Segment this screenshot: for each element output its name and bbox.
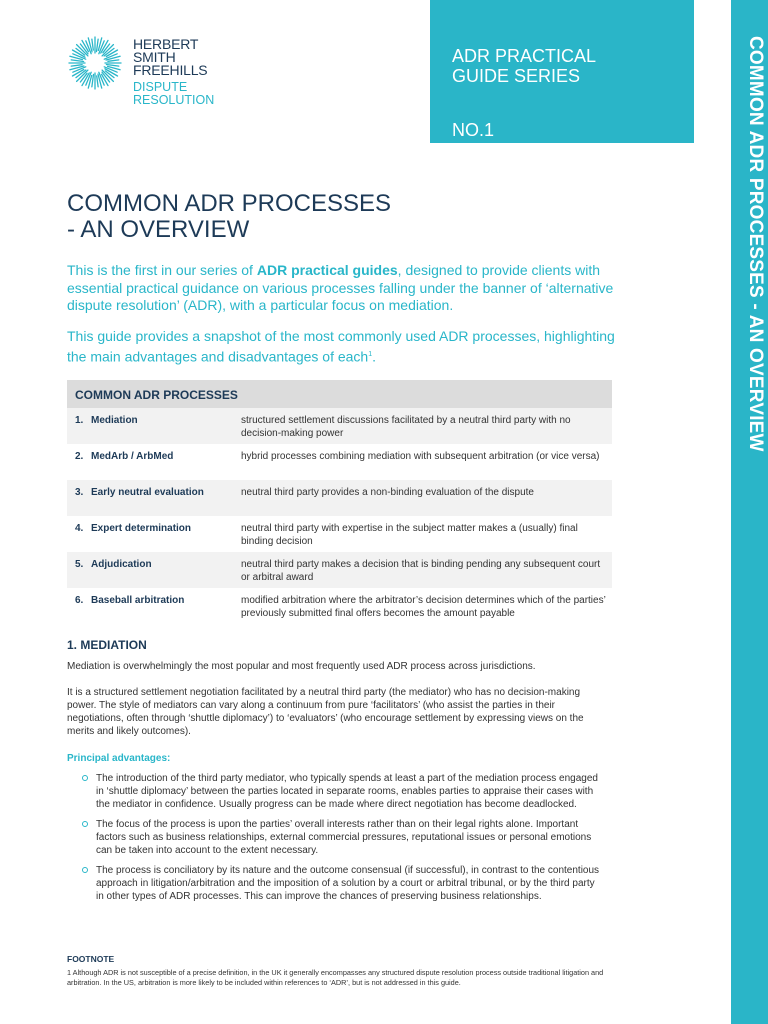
brand-line-1: HERBERT [133,36,199,52]
logo-ray [97,76,98,87]
division-line-1: DISPUTE [133,80,188,94]
row-number: 3. [75,487,84,498]
table-row [67,552,612,588]
process-name: Adjudication [91,559,152,570]
footnote-text: 1 Although ADR is not susceptible of a precise definition, in the UK it generally encompasses any structured dispute resolution process outside traditional litigation and arbitration. In the US, arbitration is more likely to be included within references to ‘ADR’, but is not addressed in this guide. [67,968,604,987]
series-title-line-2: GUIDE SERIES [452,66,581,86]
process-description: neutral third party with expertise in the subject matter makes a (usually) final binding decision [241,523,578,547]
bullet-icon [82,867,88,873]
process-description: neutral third party makes a decision that is binding pending any subsequent court or arbitral award [241,559,601,583]
row-number: 2. [75,451,84,462]
process-description: modified arbitration where the arbitrator’s decision determines which of the parties’ previously submitted final offers becomes the amount payable [241,595,606,619]
process-description: structured settlement discussions facilitated by a neutral third party with no decision-making power [241,415,571,439]
advantages-list [80,772,600,910]
bullet-icon [82,775,88,781]
row-number: 4. [75,523,84,534]
footnote-ref: 1 [368,350,373,358]
list-item-text: The focus of the process is upon the parties’ overall interests rather than on their legal rights alone. Important factors such as business relationships, external commercial pressures, reputational issues or personal emotions can be taken into account to the extent necessary. [96,819,592,856]
process-name: Mediation [91,415,138,426]
intro-paragraph-2 [67,328,627,366]
bullet-icon [82,821,88,827]
row-number: 6. [75,595,84,606]
logo-ray [92,39,93,50]
process-name: MedArb / ArbMed [91,451,174,462]
herbert-smith-freehills-logo-icon [67,35,123,91]
division-line-2: RESOLUTION [133,92,215,107]
list-item [80,818,600,857]
section-paragraph-2: It is a structured settlement negotiation facilitated by a neutral third party (the mediator) who has no decision-making power. The style of mediators can vary along a continuum from pure ‘facilitators’ (who assist the parties in their negotiations, often through ‘shuttle diplomacy’) to ‘evaluators’ (who encourage settlement by expressing views on the merits and likely outcomes). [67,687,584,737]
footnote-heading: FOOTNOTE [67,954,115,964]
process-name: Baseball arbitration [91,595,185,606]
advantages-heading: Principal advantages: [67,753,171,764]
table-row [67,408,612,444]
logo-ray [108,60,119,61]
page-title [67,191,391,243]
series-title-line-1: ADR PRACTICAL [452,46,597,66]
list-item [80,772,600,811]
side-title: COMMON ADR PROCESSES - AN OVERVIEW [745,36,766,452]
row-number: 5. [75,559,84,570]
page-title-line-1: COMMON ADR PROCESSES [67,190,392,217]
table-row [67,516,612,552]
series-number: NO.1 [452,120,495,140]
list-item-text: The process is conciliatory by its nature and the outcome consensual (if successful), in contrast to the contentious approach in litigation/arbitration and the imposition of a solution by a court or arbitral tribunal, or by the third party in other types of ADR processes. This can improve the chances of preserving business relationships. [96,865,600,902]
intro-paragraph-1 [67,262,627,315]
process-name: Early neutral evaluation [91,487,204,498]
intro-text-before: This is the first in our series of [67,262,257,278]
brand-line-2: SMITH [133,49,176,65]
page-title-line-2: - AN OVERVIEW [67,216,250,243]
brand-wordmark [133,38,214,106]
brand-line-3: FREEHILLS [133,62,208,78]
series-banner [430,0,694,143]
intro-2-text: This guide provides a snapshot of the most commonly used ADR processes, highlighting the main advantages and disadvantages of each [67,328,615,365]
intro-text-after: , designed to provide clients with essential practical guidance on various processes falling under the banner of ‘alternative dispute resolution’ (ADR), with a particular focus on mediation. [67,262,614,313]
table-row [67,444,612,480]
list-item-text: The introduction of the third party mediator, who typically spends at least a part of the mediation process engaged in ‘shuttle diplomacy’ between the parties located in separate rooms, enables parties to appraise their cases with the mediator in confidence. Usually progress can be made where direct negotiation has become deadlocked. [96,773,598,810]
process-description: hybrid processes combining mediation with subsequent arbitration (or vice versa) [241,451,600,462]
table-body [67,408,612,624]
table-row [67,480,612,516]
table-row [67,588,612,624]
adr-processes-table [67,380,612,624]
process-name: Expert determination [91,523,192,534]
series-title [452,46,596,86]
row-number: 1. [75,415,84,426]
intro-2-end: . [372,348,377,365]
side-title-wrapper [731,0,768,1024]
adr-guides-link[interactable]: ADR practical guides [256,262,398,278]
section-paragraph-1: Mediation is overwhelmingly the most popular and most frequently used ADR process across jurisdictions. [67,661,536,672]
table-header: COMMON ADR PROCESSES [67,380,612,408]
list-item [80,864,600,903]
process-description: neutral third party provides a non-binding evaluation of the dispute [241,487,534,498]
logo-ray [71,65,82,66]
section-title: 1. MEDIATION [67,638,147,652]
